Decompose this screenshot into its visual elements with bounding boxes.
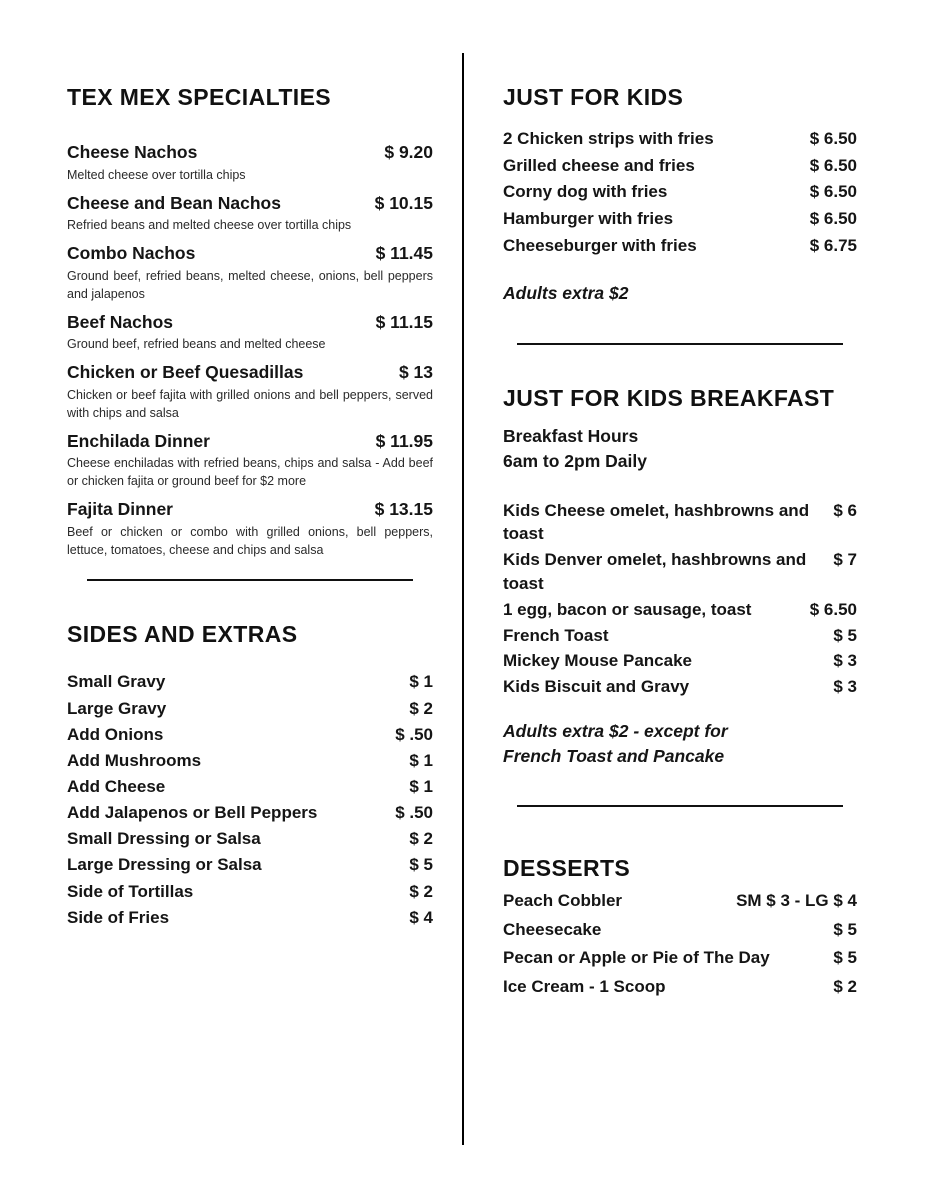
menu-item-row [503,649,857,673]
menu-item [67,669,433,694]
menu-item [67,905,433,930]
item-price: $ 6.50 [809,208,857,228]
right-section-divider-2 [517,805,843,807]
menu-item-row [503,918,857,943]
item-name: Fajita Dinner [67,499,173,520]
menu-item [67,360,433,422]
item-price: $ 6.50 [809,129,857,149]
menu-item-row [67,191,433,216]
item-name: French Toast [503,625,609,645]
item-price: $ 2 [833,977,857,997]
menu-item-row [67,774,433,799]
item-name: Chicken or Beef Quesadillas [67,362,304,383]
item-description: Ground beef, refried beans and melted cheese [67,337,326,352]
item-name: Enchilada Dinner [67,430,210,451]
item-price: $ 5 [833,625,857,645]
menu-item [67,722,433,747]
menu-item-row [67,696,433,721]
item-price: $ 3 [833,651,857,671]
menu-item-row [67,241,433,266]
item-price: $ 13.15 [374,499,433,520]
item-description: Cheese enchiladas with refried beans, chips and salsa - Add beef or chicken fajita or ground beef for $2 more [67,456,433,489]
kids-title: JUST FOR KIDS [503,84,684,110]
item-name: Side of Tortillas [67,881,194,901]
item-description: Ground beef, refried beans, melted cheese, onions, bell peppers and jalapenos [67,268,433,301]
tex-mex-title: TEX MEX SPECIALTIES [67,84,332,110]
item-name: Cheeseburger with fries [503,235,697,255]
left-column [67,84,433,931]
menu-item [503,675,857,699]
left-section-divider [87,579,413,581]
menu-item-row [503,548,857,596]
menu-item [67,140,433,184]
item-name: Grilled cheese and fries [503,155,695,175]
item-price: $ 2 [409,881,433,901]
menu-item [67,852,433,877]
sides-items [67,669,433,930]
section-just-for-kids-breakfast [503,385,857,769]
menu-item [503,499,857,547]
item-price: $ 10.15 [374,192,433,213]
item-description: Beef or chicken or combo with grilled onions, bell peppers, lettuce, tomatoes, cheese and chips and salsa [67,524,433,557]
menu-item-row [503,126,857,153]
item-name: Pecan or Apple or Pie of The Day [503,948,770,968]
kids-breakfast-title: JUST FOR KIDS BREAKFAST [503,385,835,412]
menu-item [67,696,433,721]
menu-item-row [67,429,433,454]
menu-item-row [67,748,433,773]
section-just-for-kids [503,84,857,306]
menu-item-row [503,598,857,622]
item-name: Large Dressing or Salsa [67,855,262,875]
menu-item-row [67,669,433,694]
menu-item-row [503,946,857,971]
item-price: $ 5 [833,948,857,968]
item-name: Add Cheese [67,777,166,796]
menu-item [67,497,433,559]
menu-item [503,975,857,1000]
item-price: $ .50 [395,803,433,823]
item-price: $ 4 [409,907,433,927]
menu-item-row [503,233,857,260]
menu-item-row [67,826,433,851]
item-name: Beef Nachos [67,311,174,332]
right-column [503,84,857,1004]
item-name: Ice Cream - 1 Scoop [503,977,666,997]
item-price: $ 5 [833,919,857,939]
menu-item-row [503,499,857,547]
menu-item-row [67,360,433,385]
item-name: Small Gravy [67,672,166,692]
item-price: $ 6.50 [809,182,857,202]
item-price: SM $ 3 - LG $ 4 [736,891,857,911]
menu-item-row [67,852,433,877]
section-tex-mex-specialties [67,84,433,559]
item-name: Kids Biscuit and Gravy [503,677,690,697]
item-price: $ 6.50 [809,155,857,175]
tex-mex-items [67,140,433,559]
item-price: $ 9.20 [384,142,433,163]
menu-item-row [503,179,857,206]
item-price: $ 3 [833,677,857,697]
item-price: $ 5 [409,855,433,875]
breakfast-hours-label: Breakfast Hours [503,425,639,446]
item-name: Combo Nachos [67,243,196,264]
menu-item-row [67,879,433,904]
item-price: $ 2 [409,829,433,849]
item-price: $ 1 [409,777,433,796]
item-name: Add Jalapenos or Bell Peppers [67,803,318,823]
menu-item [503,233,857,260]
item-price: $ 7 [833,550,857,570]
menu-item [503,624,857,648]
menu-item [503,889,857,914]
item-price: $ .50 [395,724,433,744]
menu-item [503,946,857,971]
item-name: 2 Chicken strips with fries [503,129,714,149]
menu-item-row [503,975,857,1000]
breakfast-note-line-2: French Toast and Pancake [503,746,725,767]
item-name: Corny dog with fries [503,182,668,202]
item-price: $ 11.45 [375,243,433,264]
menu-item [67,826,433,851]
item-price: $ 1 [409,750,433,770]
menu-item [503,548,857,596]
menu-item-row [67,800,433,825]
column-divider-line [462,53,464,1145]
item-name: Add Mushrooms [67,750,202,770]
breakfast-adults-note [503,719,857,770]
menu-item [67,191,433,235]
menu-item [503,598,857,622]
menu-item-row [503,153,857,180]
menu-item [503,918,857,943]
menu-item-row [67,140,433,165]
item-name: Add Onions [67,724,164,744]
kids-items [503,126,857,259]
menu-item [67,774,433,799]
menu-item [503,649,857,673]
menu-item [67,800,433,825]
item-name: Small Dressing or Salsa [67,829,261,849]
menu-item-row [503,675,857,699]
menu-item-row [503,889,857,914]
menu-item [67,748,433,773]
menu-item [503,126,857,153]
sides-title: SIDES AND EXTRAS [67,620,298,647]
item-name: Cheese and Bean Nachos [67,192,281,213]
menu-item-row [67,722,433,747]
item-name: Mickey Mouse Pancake [503,651,692,671]
item-description: Chicken or beef fajita with grilled onions and bell peppers, served with chips and salsa [67,387,433,420]
menu-item [67,241,433,303]
item-name: Peach Cobbler [503,891,623,911]
item-name: Cheese Nachos [67,142,198,163]
menu-item-row [503,206,857,233]
item-price: $ 6 [833,500,857,520]
menu-item [503,179,857,206]
item-price: $ 1 [409,672,433,692]
item-name: Hamburger with fries [503,208,674,228]
item-price: $ 11.15 [375,311,433,332]
menu-item-row [503,624,857,648]
section-desserts [503,855,857,1000]
menu-item [67,310,433,354]
section-sides-and-extras [67,621,433,930]
item-name: Kids Denver omelet, hashbrowns and toast [503,550,807,593]
item-name: Side of Fries [67,907,170,927]
item-description: Refried beans and melted cheese over tortilla chips [67,218,352,233]
item-name: Cheesecake [503,919,602,939]
menu-item-row [67,497,433,522]
item-price: $ 2 [409,698,433,718]
breakfast-note-line-1: Adults extra $2 - except for [503,720,728,741]
item-price: $ 13 [398,362,433,383]
right-section-divider-1 [517,343,843,345]
item-name: 1 egg, bacon or sausage, toast [503,599,752,619]
menu-item [67,429,433,491]
item-description: Melted cheese over tortilla chips [67,167,246,182]
item-price: $ 11.95 [375,430,433,451]
item-price: $ 6.50 [809,599,857,619]
breakfast-hours-time: 6am to 2pm Daily [503,451,647,472]
kids-adults-note: Adults extra $2 [503,283,629,304]
menu-item [503,153,857,180]
desserts-title: DESSERTS [503,854,631,881]
desserts-items [503,889,857,1000]
menu-item [503,206,857,233]
menu-item [67,879,433,904]
item-name: Kids Cheese omelet, hashbrowns and toast [503,500,810,544]
kids-breakfast-items [503,499,857,699]
item-name: Large Gravy [67,698,167,718]
menu-item-row [67,905,433,930]
item-price: $ 6.75 [809,235,857,255]
menu-item-row [67,310,433,335]
